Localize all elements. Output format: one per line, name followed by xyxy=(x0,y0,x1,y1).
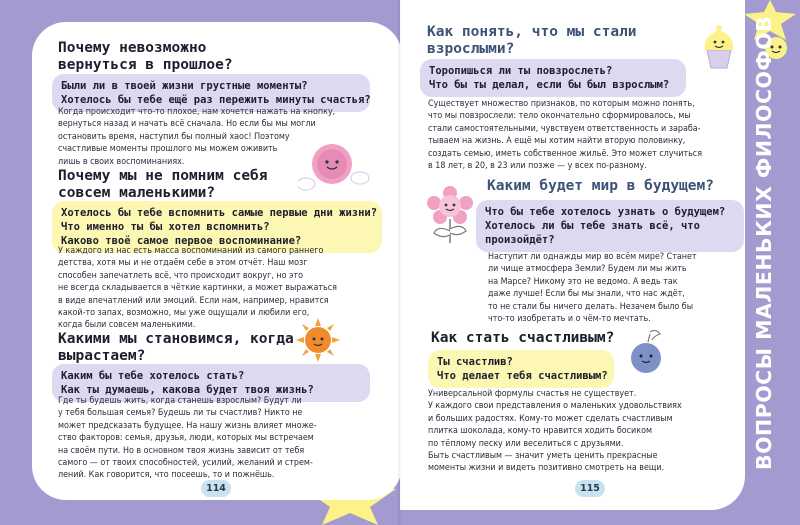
body-text-childhood: У каждого из нас есть масса воспоминаний из самого раннего детства, хотя мы и не отдаём себе в этом отчёт. Наш мозг способен запечатлеть всё, что происходит вокруг, но это не всегда складывается в чёткие картинки, а может выражаться в виде впечатлений или эмоций. Если нам, например, нравится какой-то запах, возможно, мы уже ощущали и любили его, когда были совсем маленькими. xyxy=(58,246,337,331)
flower-character-icon xyxy=(298,138,372,194)
body-text-adults: Существует множество признаков, по которым можно понять, что мы повзрослели: тело окончательно сформировалось, мы стали самостоятельными, чувствуем ответственность и зараба- тываем на жизнь. А ещё мы хотим найти вторую половинку, создать семью, иметь собственное жильё. Это может случиться в 18 лет, в 20, в 23 или позже — у всех по-разному. xyxy=(428,99,702,172)
question-box-future: Что бы тебе хотелось узнать о будущем? Хотелось ли бы тебе знать всё, что произойдёт? xyxy=(476,200,744,252)
berry-character-icon xyxy=(624,328,668,376)
section-heading-adults: Как понять, что мы стали взрослыми? xyxy=(427,24,637,57)
side-title: ВОПРОСЫ МАЛЕНЬКИХ ФИЛОСОФОВ xyxy=(752,15,776,470)
flower-character-icon xyxy=(424,185,476,245)
body-text-happiness: Универсальной формулы счастья не существует. У каждого свои представления о маленьких удовольствиях и больших радостях. Кому-то может сделать счастливым плитка шоколада, кому-то нравится ходить босиком по тёплому песку или веселиться с друзьями. Быть счастливым — значит уметь ценить прекрасные моменты жизни и видеть позитивно смотреть на вещи. xyxy=(428,389,682,474)
section-heading-future: Каким будет мир в будущем? xyxy=(487,178,714,194)
book-spine xyxy=(398,0,402,525)
question-box-past: Были ли в твоей жизни грустные моменты? Хотелось бы тебе ещё раз пережить минуты счастья? xyxy=(52,74,370,112)
section-heading-childhood: Почему мы не помним себя совсем маленькими? xyxy=(58,168,268,201)
section-heading-growing-up: Какими мы становимся, когда вырастаем? xyxy=(58,331,294,364)
page-number-right: 115 xyxy=(575,480,605,497)
cupcake-character-icon xyxy=(700,22,738,70)
question-box-happiness: Ты счастлив? Что делает тебя счастливым? xyxy=(428,350,614,388)
body-text-past: Когда происходит что-то плохое, нам хочется нажать на кнопку, вернуться назад и начать всё сначала. Но если бы мы могли остановить время, наступил бы полный хаос! Поэтому счастливые моменты прошлого мы можем оживить лишь в своих воспоминаниях. xyxy=(58,107,336,167)
body-text-future: Наступит ли однажды мир во всём мире? Станет ли чище атмосфера Земли? Будем ли мы жить на Марсе? Никому это не ведомо. А ведь так даже лучше! Если бы мы знали, что нас ждёт, то не стали бы ничего делать. Незачем было бы что-то изобретать и о чём-то мечтать. xyxy=(488,252,697,325)
question-box-childhood: Хотелось бы тебе вспомнить самые первые дни жизни? Что именно ты бы хотел вспомнить? Каково твоё самое первое воспоминание? xyxy=(52,201,382,253)
body-text-growing-up: Где ты будешь жить, когда станешь взрослым? Будут ли у тебя большая семья? Будешь ли ты счастлив? Никто не может предсказать будущее. На нашу жизнь влияет множе- ство факторов: семья, друзья, люди, которых мы встречаем на своём пути. Но в основном твоя жизнь зависит от тебя самого — от твоих способностей, усилий, желаний и стрем- лений. Как говорится, что посеешь, то и пожнёшь. xyxy=(58,396,317,481)
question-box-growing-up: Каким бы тебе хотелось стать? Как ты думаешь, какова будет твоя жизнь? xyxy=(52,364,370,402)
section-heading-happiness: Как стать счастливым? xyxy=(431,330,615,346)
sun-character-icon xyxy=(296,318,340,362)
section-heading-past: Почему невозможно вернуться в прошлое? xyxy=(58,40,233,73)
page-number-left: 114 xyxy=(201,480,231,497)
question-box-adults: Торопишься ли ты повзрослеть? Что бы ты делал, если бы был взрослым? xyxy=(420,59,686,97)
